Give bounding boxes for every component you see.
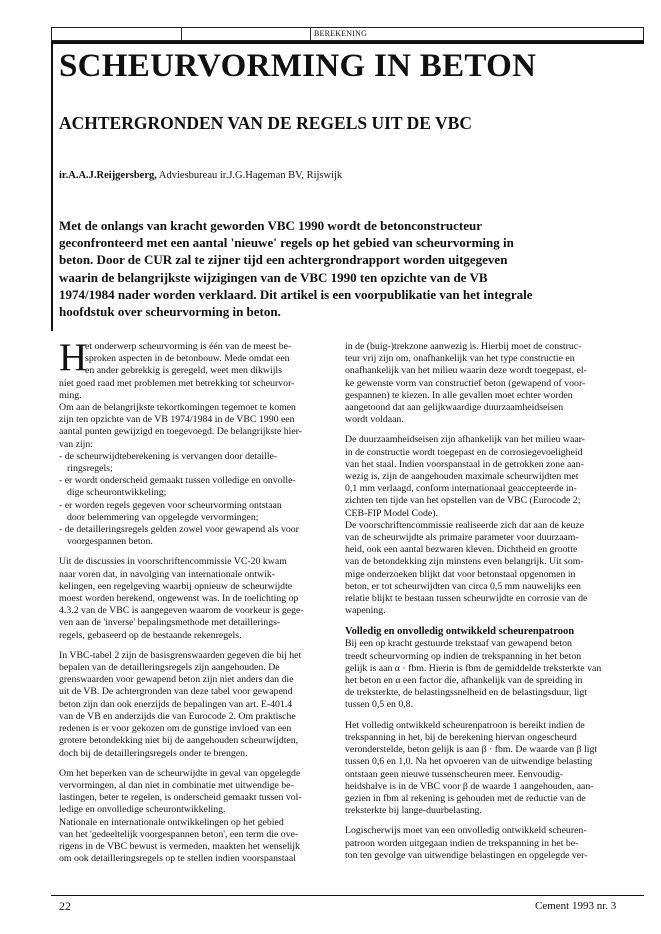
text-line: gezien in fbm al rekening is gehouden met de reductie van de	[345, 792, 586, 804]
text-line: door belemmering van opgelegde vervormingen;	[67, 511, 259, 523]
text-line: aantal punten gewijzigd en toegevoegd. De belangrijkste hier-	[59, 426, 303, 438]
text-line: CEB-FIP Model Code).	[345, 507, 438, 519]
text-line: in de constructie wordt toegepast en de corrosiegevoeligheid	[345, 446, 583, 458]
paragraph-gap	[345, 426, 625, 434]
text-line: beton, er tot scheurwijdten van circa 0,5 mm nauwelijks een	[345, 580, 581, 592]
text-line: - er worden regels gegeven voor scheurvorming ontstaan	[59, 499, 282, 511]
lead-line: hoofdstuk over scheurvorming in beton.	[59, 304, 281, 320]
text-line: grotere betondekking niet bij de aangehouden scheurwijdten,	[59, 735, 299, 747]
text-line: Uit de discussies in voorschriftencommissie VC-20 kwam	[59, 556, 287, 568]
text-line: ven aan de 'inverse' bepalingsmethode met detaillerings-	[59, 617, 281, 629]
text-line: et onderwerp scheurvorming is één van de meest be-	[85, 341, 292, 352]
text-line: wapening.	[345, 605, 386, 617]
text-line: ton ten gevolge van uitwendige belastingen en opgelegde ver-	[345, 849, 588, 861]
text-line: ontstaan geen nieuwe tussenscheuren meer. Eenvoudig-	[345, 768, 564, 780]
text-line: De voorschriftencommissie realiseerde zich dat aan de keuze	[345, 519, 585, 531]
left-margin-rule	[51, 41, 53, 331]
text-line: patroon worden uitgegaan indien de trekspanning in het be-	[345, 837, 579, 849]
text-line: tussen 0,6 en 1,0. Na het opvoeren van de uitwendige belasting	[345, 756, 593, 768]
journal-name: Cement 1993 nr. 3	[535, 900, 617, 912]
lead-paragraph	[59, 217, 639, 320]
text-line: doch bij de detailleringsregels onder te brengen.	[59, 747, 248, 759]
text-line: lastingen, beter te regelen, is onderscheid gemaakt tussen vol-	[59, 792, 302, 804]
lead-line: waarin de belangrijkste wijzigingen van de VBC 1990 ten opzichte van de VB	[59, 269, 488, 285]
body-column-left	[59, 336, 339, 865]
page-number: 22	[59, 899, 71, 913]
lead-line: beton. Door de CUR zal te zijner tijd een achtergrondrapport worden uitgegeven	[59, 252, 508, 268]
paragraph-gap	[59, 760, 339, 768]
text-line: 4.3.2 van de VBC is aangegeven waarom de voorkeur is gege-	[59, 605, 304, 617]
drop-cap: H	[59, 336, 88, 379]
text-line: van het 'gedeeltelijk voorgespannen beton', een term die ove-	[59, 828, 299, 840]
paragraph-gap	[345, 712, 625, 720]
text-line: van de scheurwijdte als primaire parameter voor duurzaam-	[345, 532, 579, 544]
paragraph-gap	[59, 642, 339, 650]
text-line: mige onderzoeken blijkt dat voor betonstaal opgenomen in	[345, 568, 576, 580]
author-name: ir.A.A.J.Reijgersberg,	[59, 170, 157, 181]
article-title: SCHEURVORMING IN BETON	[59, 48, 537, 84]
text-line: grenswaarden voor gewapend beton zijn niet anders dan die	[59, 674, 294, 686]
text-line: gelijk is aan α · fbm. Hierin is fbm de gemiddelde treksterkte van	[345, 662, 602, 674]
text-line: relatie blijkt te bestaan tussen scheurwijdte en corrosie van de	[345, 593, 588, 605]
text-line: trekspanning in het, bij de berekening hiervan ongescheurd	[345, 731, 577, 743]
text-line: heidshalve is in de VBC voor β de waarde 1 aangehouden, aan-	[345, 780, 594, 792]
article-subtitle: ACHTERGRONDEN VAN DE REGELS UIT DE VBC	[59, 113, 472, 133]
paragraph-gap	[345, 617, 625, 625]
text-line: van zijn:	[59, 438, 94, 450]
running-header	[51, 27, 644, 41]
text-line: van het staal. Indien voorspanstaal in de getrokken zone aan-	[345, 458, 584, 470]
text-line: beton zijn dan ook enerzijds de bepalingen van art. E-401.4	[59, 698, 293, 710]
header-divider	[310, 28, 311, 40]
text-line: sproken aspecten in de betonbouw. Mede omdat een	[85, 353, 290, 365]
text-line: - de detailleringsregels gelden zowel voor gewapend als voor	[59, 524, 299, 536]
text-line: regels, gebaseerd op de bestaande rekenregels.	[59, 629, 242, 641]
text-line: heid, ook een aantal bezwaren kleven. Dichtheid en grootte	[345, 544, 578, 556]
text-line: onafhankelijk van het milieu waarin deze wordt toegepast, el-	[345, 365, 587, 377]
body-column-right	[345, 341, 625, 862]
text-line: tussen 0,5 en 0,8.	[345, 699, 414, 711]
text-line: uit de VB. De achtergronden van deze tabel voor gewapend	[59, 686, 293, 698]
text-line: ke gewenste vorm van constructief beton (gewapend of voor-	[345, 377, 586, 389]
text-line: Om aan de belangrijkste tekortkomingen tegemoet te komen	[59, 402, 296, 414]
text-line: Nationale en internationale ontwikkelingen op het gebied	[59, 816, 284, 828]
header-divider	[181, 28, 182, 40]
section-heading: Volledig en onvolledig ontwikkeld scheurenpatroon	[345, 626, 575, 638]
text-line: zijn ten opzichte van de VB 1974/1984 in de VBC 1990 een	[59, 414, 295, 426]
text-line: teur vrij zijn om, onafhankelijk van het type constructie en	[345, 353, 575, 365]
text-line: wezig is, zijn de aangehouden maximale scheurwijdten met	[345, 471, 579, 483]
text-line: Logischerwijs moet van een onvolledig ontwikkeld scheuren-	[345, 825, 587, 837]
text-line: het beton en α een factor die, afhankelijk van de spreiding in	[345, 675, 583, 687]
text-line: Om het beperken van de scheurwijdte in geval van opgelegde	[59, 767, 301, 779]
text-line: 0,1 mm verlaagd, conform internationaal geaccepteerde in-	[345, 483, 577, 495]
text-line: gespannen) te kiezen. In alle gevallen moet echter worden	[345, 389, 573, 401]
text-line: De duurzaamheidseisen zijn afhankelijk van het milieu waar-	[345, 434, 586, 446]
text-line: kelingen, een regelgeving waarbij opnieuw de scheurwijdte	[59, 580, 293, 592]
text-line: - de scheurwijdteberekening is vervangen door detaille-	[59, 450, 278, 462]
text-line: van de betondekking zijn minstens even belangrijk. Uit som-	[345, 556, 584, 568]
title-rule	[51, 41, 644, 44]
section-label: BEREKENING	[314, 29, 368, 38]
text-line: ming.	[59, 389, 82, 401]
text-line: bepalen van de detailleringsregels zijn aangehouden. De	[59, 662, 280, 674]
text-line: en ander gebrekkig is geregeld, weet men dikwijls	[85, 365, 282, 377]
text-line: redenen is er voor gekozen om de gunstige invloed van een	[59, 723, 292, 735]
paragraph-gap	[345, 817, 625, 825]
text-line: - er wordt onderscheid gemaakt tussen volledige en onvolle-	[59, 475, 296, 487]
text-line: de treksterkte, de belastingssnelheid en de belastingsduur, ligt	[345, 687, 588, 699]
text-line: ledige en onvolledige scheurontwikkeling.	[59, 804, 226, 816]
lead-line: geconfronteerd met een aantal 'nieuwe' regels op het gebied van scheurvorming in	[59, 235, 514, 251]
text-line: naar voren dat, in navolging van internationale ontwik-	[59, 568, 276, 580]
text-line: vervormingen, al dan niet in combinatie met uitwendige be-	[59, 779, 294, 791]
text-line: Bij een op kracht gestuurde trekstaaf van gewapend beton	[345, 638, 572, 650]
text-line: in de (buig-)trekzone aanwezig is. Hierbij moet de construc-	[345, 341, 582, 352]
text-line: veronderstelde, beton gelijk is aan β · fbm. De waarde van β ligt	[345, 744, 598, 756]
text-line: moest worden berekend, ongewenst was. In de toelichting op	[59, 593, 299, 605]
footer-rule	[51, 895, 644, 896]
text-line: om ook detailleringsregels op te stellen indien voorspanstaal	[59, 853, 296, 865]
author-affiliation: Adviesbureau ir.J.G.Hageman BV, Rijswijk	[156, 170, 343, 181]
lead-line: 1974/1984 nader worden verklaard. Dit artikel is een voorpublikatie van het integrale	[59, 286, 533, 302]
text-line: wordt voldaan.	[345, 414, 404, 426]
text-line: rigens in de VBC bewust is vermeden, maakten het wenselijk	[59, 840, 300, 852]
lead-line: Met de onlangs van kracht geworden VBC 1990 wordt de betonconstructeur	[59, 218, 482, 233]
text-line: niet goed raad met problemen met betrekking tot scheurvor-	[59, 377, 295, 389]
byline	[59, 169, 342, 183]
text-line: In VBC-tabel 2 zijn de basisgrenswaarden gegeven die bij het	[59, 649, 302, 661]
text-line: treedt scheurvorming op indien de trekspanning in het beton	[345, 650, 582, 662]
text-line: voorgespannen beton.	[67, 536, 153, 548]
text-line: zichten ten tijde van het opstellen van de VBC (Eurocode 2;	[345, 495, 581, 507]
text-line: van de VB en anderzijds die van Eurocode 2. Om praktische	[59, 710, 296, 722]
text-line: aangetoond dat aan gelijkwaardige duurzaamheidseisen	[345, 402, 564, 414]
paragraph-gap	[59, 548, 339, 556]
text-line: Het volledig ontwikkeld scheurenpatroon is bereikt indien de	[345, 719, 585, 731]
text-line: dige scheurontwikkeling;	[67, 487, 167, 499]
text-line: treksterkte bij lange-duurbelasting.	[345, 805, 482, 817]
text-line: ringsregels;	[67, 463, 113, 475]
